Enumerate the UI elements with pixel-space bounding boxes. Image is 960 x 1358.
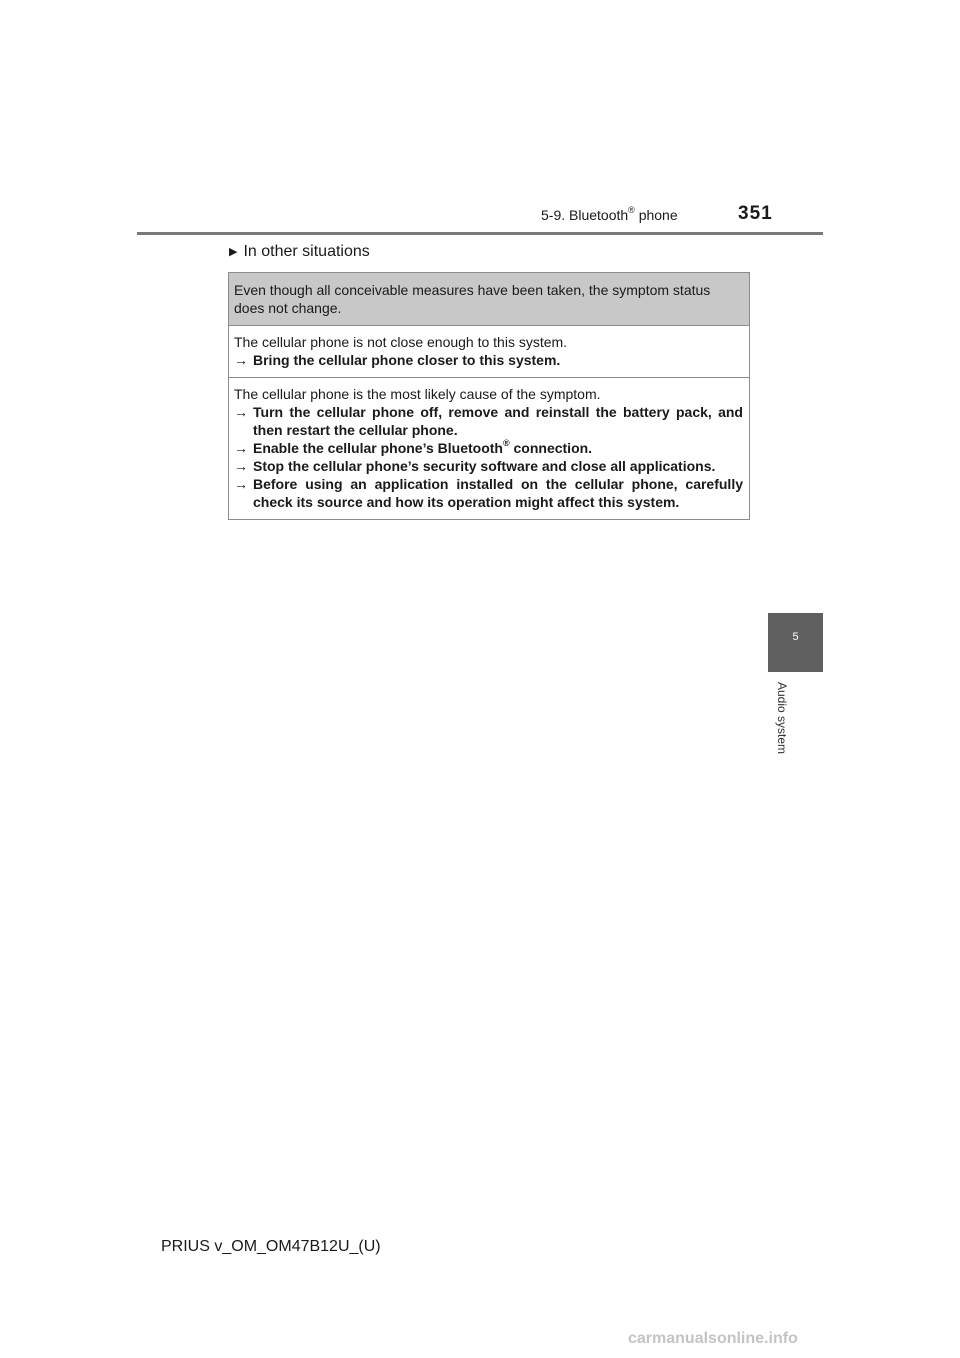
chapter-tab: 5 [768, 613, 823, 672]
table-row [229, 377, 749, 519]
registered-mark: ® [628, 205, 635, 216]
arrow-right-icon: → [234, 404, 248, 420]
section-title [541, 207, 678, 223]
symptom-row [229, 273, 749, 325]
registered-mark: ® [502, 438, 510, 449]
chapter-title: Audio system [775, 682, 789, 755]
section-title-prefix: 5-9. Bluetooth [541, 207, 629, 223]
remedy-item [234, 475, 743, 511]
remedy-text-suffix: connection. [509, 440, 593, 456]
triangle-right-icon: ▶ [229, 246, 238, 258]
page-number: 351 [738, 203, 773, 224]
arrow-right-icon: → [234, 476, 248, 492]
troubleshooting-table [228, 272, 750, 520]
remedy-text: Turn the cellular phone off, remove and reinstall the battery pack, and then restart the cellular phone. [253, 404, 743, 438]
watermark: carmanualsonline.info [628, 1330, 798, 1347]
remedy-text: Enable the cellular phone’s Bluetooth [253, 440, 503, 456]
remedy-text: Stop the cellular phone’s security software and close all applications. [253, 458, 716, 474]
section-title-suffix: phone [634, 207, 678, 223]
symptom-text: Even though all conceivable measures have been taken, the symptom status does not change. [234, 282, 711, 316]
remedy-item [234, 351, 743, 369]
header-divider [137, 232, 823, 235]
subheading [229, 243, 370, 261]
arrow-right-icon: → [234, 458, 248, 474]
manual-code: PRIUS v_OM_OM47B12U_(U) [161, 1238, 381, 1255]
cause-text: The cellular phone is not close enough to this system. [234, 334, 568, 350]
arrow-right-icon: → [234, 440, 248, 456]
remedy-item [234, 457, 743, 475]
remedy-item [234, 439, 743, 457]
subheading-text: In other situations [243, 243, 370, 260]
arrow-right-icon: → [234, 352, 248, 368]
remedy-text: Bring the cellular phone closer to this system. [253, 352, 561, 368]
cause-text: The cellular phone is the most likely cause of the symptom. [234, 386, 601, 402]
table-row [229, 325, 749, 377]
remedy-text: Before using an application installed on the cellular phone, carefully check its source and how its operation might affect this system. [253, 476, 743, 510]
remedy-item [234, 403, 743, 439]
